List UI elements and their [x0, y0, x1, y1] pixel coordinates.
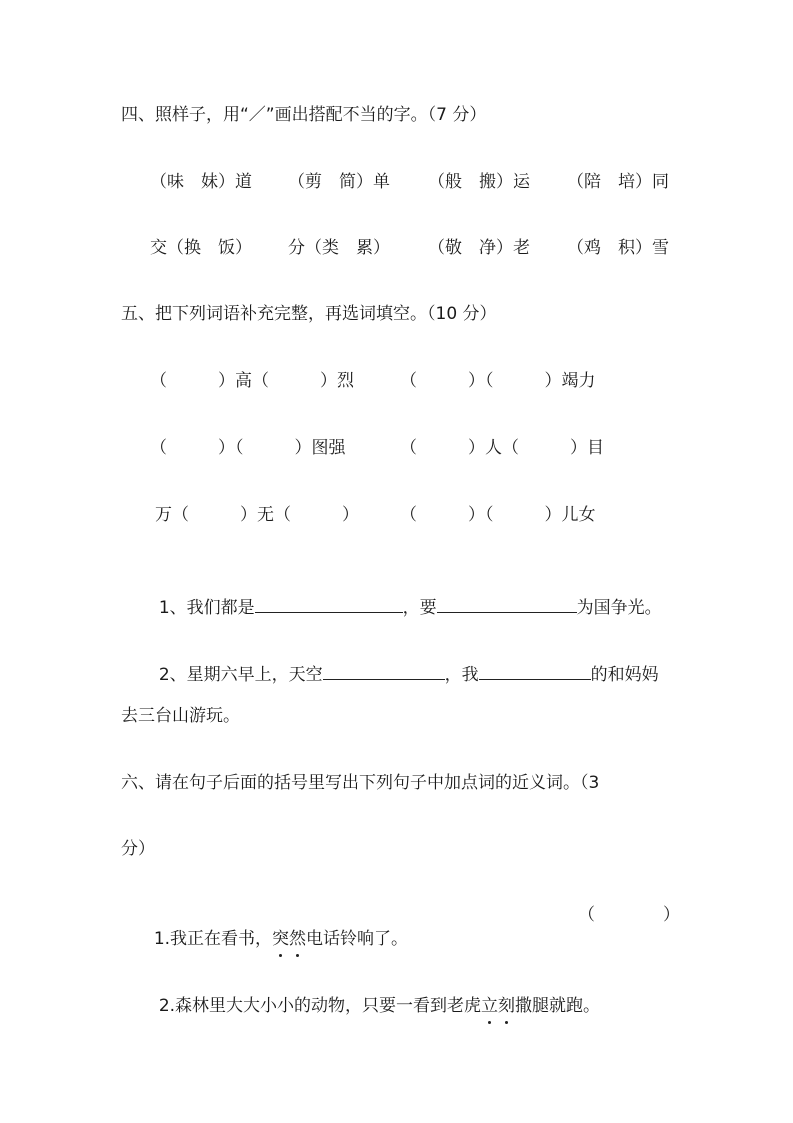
sentence-1 [143, 903, 408, 951]
section4-item: （敬 净）老 [428, 238, 530, 258]
dotted-char: 立 [481, 996, 499, 1016]
idiom-blank: （ ）（ ）图强 [150, 438, 346, 458]
q2-text-c: 的和妈妈 [590, 665, 659, 685]
section4-item: （味 妹）道 [150, 172, 252, 192]
idiom-blank: （ ）高（ ）烈 [150, 371, 354, 391]
section4-item: （鸡 积）雪 [567, 238, 669, 258]
q1-text-c: 为国争光。 [576, 598, 662, 618]
section4-item: 分（类 累） [288, 238, 390, 258]
sentence-2-pre: 2.森林里大大小小的动物，只要一看到老虎 [158, 996, 482, 1016]
sentence-2-post: 撒腿就跑。 [515, 996, 601, 1016]
q1-text-a: 1、我们都是 [158, 598, 255, 618]
fill-question-2 [148, 637, 659, 687]
sentence-2 [148, 970, 600, 1018]
answer-blank[interactable] [479, 661, 591, 680]
sentence-1-pre: 1.我正在看书， [153, 929, 273, 949]
section4-item: （陪 培）同 [567, 172, 669, 192]
idiom-blank: （ ）（ ）竭力 [400, 371, 596, 391]
section6-title-line2: 分） [121, 839, 155, 859]
dotted-char: 突 [272, 929, 290, 949]
idiom-blank: （ ）人（ ）目 [400, 438, 604, 458]
dotted-char: 然 [289, 929, 307, 949]
q1-text-b: ，要 [402, 598, 437, 618]
answer-blank[interactable] [437, 594, 577, 613]
q2-text-b: ，我 [444, 665, 479, 685]
section4-item: （剪 简）单 [288, 172, 390, 192]
q2-continuation: 去三台山游玩。 [121, 706, 240, 726]
section6-title-line1: 六、请在句子后面的括号里写出下列句子中加点词的近义词。（3 [121, 773, 600, 793]
sentence-1-post: 电话铃响了。 [306, 929, 409, 949]
fill-question-1 [148, 570, 662, 620]
section5-title: 五、把下列词语补充完整，再选词填空。（10 分） [121, 304, 497, 324]
section4-title: 四、照样子，用“／”画出搭配不当的字。（7 分） [121, 105, 487, 125]
idiom-blank: （ ）（ ）儿女 [400, 505, 596, 525]
answer-blank[interactable] [255, 594, 403, 613]
answer-blank[interactable] [323, 661, 445, 680]
section4-item: 交（换 饭） [150, 238, 252, 258]
dotted-char: 刻 [498, 996, 516, 1016]
answer-parentheses[interactable]: （ ） [578, 905, 680, 925]
idiom-blank: 万（ ）无（ ） [155, 505, 359, 525]
q2-text-a: 2、星期六早上，天空 [158, 665, 323, 685]
section4-item: （般 搬）运 [428, 172, 530, 192]
